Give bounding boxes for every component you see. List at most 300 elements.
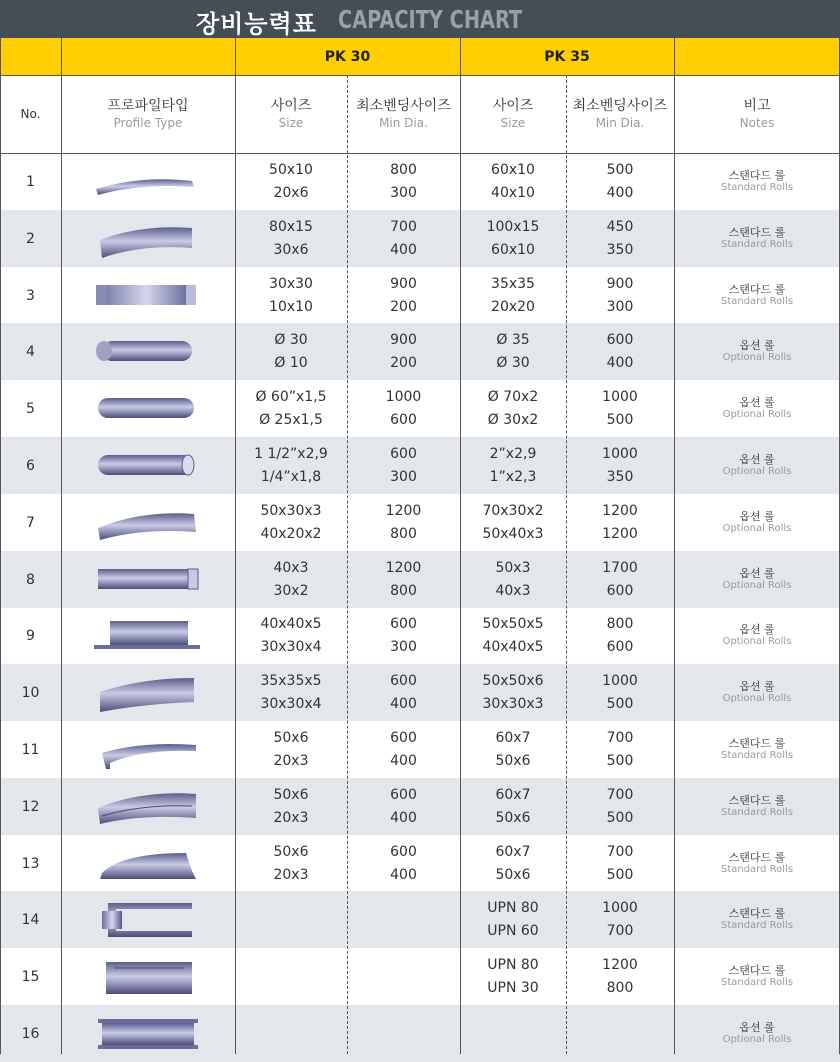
- note-english: Optional Rolls: [722, 465, 792, 477]
- row-number-text: 4: [26, 343, 35, 360]
- pk35-size-value: UPN 60: [487, 922, 539, 939]
- table-row: [0, 210, 840, 267]
- pk30-mindia-cell: [347, 835, 460, 892]
- pk30-size-value: 50x6: [273, 843, 309, 860]
- col-divider: [674, 38, 675, 1054]
- profile-cell: [61, 778, 235, 835]
- pk35-size-value: 1”x2,3: [489, 468, 537, 485]
- pk30-mindia-cell: [347, 948, 460, 1005]
- table-row: [0, 437, 840, 494]
- pk35-mindia-value: 350: [606, 468, 634, 485]
- row-number: [0, 664, 61, 721]
- pk35-size-cell: [460, 664, 566, 721]
- angle-in-profile-icon: [92, 672, 204, 714]
- col-divider: [61, 38, 62, 1054]
- pk35-mindia-value: 400: [606, 184, 634, 201]
- notes-cell: [674, 607, 840, 664]
- pk35-size-value: 40x40x5: [482, 638, 544, 655]
- pk35-size-value: 70x30x2: [482, 502, 544, 519]
- pk30-mindia-value: 800: [390, 525, 417, 542]
- pk35-size-value: 50x6: [495, 752, 531, 769]
- row-number: [0, 891, 61, 948]
- note-korean: 스탠다드 롤: [728, 282, 786, 296]
- pk30-mindia-cell: [347, 494, 460, 551]
- pk35-mindia-cell: [566, 153, 674, 210]
- row-number: [0, 1005, 61, 1062]
- pk35-size-cell: [460, 891, 566, 948]
- note-korean: 옵션 롤: [739, 395, 775, 409]
- pk35-size-value: 40x10: [491, 184, 535, 201]
- pk30-mindia-value: 400: [390, 241, 417, 258]
- pk30-size-cell: [235, 835, 347, 892]
- title-korean: 장비능력표: [196, 10, 317, 38]
- note-korean: 스탠다드 롤: [728, 793, 786, 807]
- pk30-mindia-cell: [347, 437, 460, 494]
- table-row: [0, 267, 840, 324]
- pk30-mindia-value: 400: [390, 809, 417, 826]
- pk35-size-value: 50x3: [495, 559, 531, 576]
- profile-cell: [61, 210, 235, 267]
- profile-cell: [61, 835, 235, 892]
- pk30-mindia-value: 900: [390, 331, 417, 348]
- pk35-size-cell: [460, 835, 566, 892]
- row-number: [0, 380, 61, 437]
- pk30-size-cell: [235, 267, 347, 324]
- col-divider: [0, 38, 1, 1054]
- table-row: [0, 551, 840, 608]
- t-bar-edge-profile-icon: [92, 843, 204, 885]
- notes-cell: [674, 153, 840, 210]
- pk30-size-cell: [235, 380, 347, 437]
- round-bar-profile-icon: [92, 331, 204, 373]
- pk30-size-value: 30x6: [273, 241, 309, 258]
- row-number-text: 3: [26, 287, 35, 304]
- table-row: [0, 323, 840, 380]
- pk30-size-cell: [235, 551, 347, 608]
- header-bottom-divider: [0, 153, 840, 154]
- pk30-size-value: 50x6: [273, 729, 309, 746]
- note-korean: 스탠다드 롤: [728, 168, 786, 182]
- pk35-mindia-value: 800: [606, 615, 634, 632]
- pk35-size-cell: [460, 778, 566, 835]
- table-row: [0, 664, 840, 721]
- col-divider-dashed: [566, 75, 567, 1054]
- profile-cell: [61, 323, 235, 380]
- pk35-size-cell: [460, 607, 566, 664]
- table-row: [0, 721, 840, 778]
- pk30-mindia-cell: [347, 721, 460, 778]
- note-english: Standard Rolls: [720, 749, 794, 761]
- pk35-size-cell: [460, 551, 566, 608]
- pk30-size-cell: [235, 1005, 347, 1062]
- row-number-text: 5: [26, 400, 35, 417]
- table-row: [0, 778, 840, 835]
- pk30-size-value: 30x30x4: [260, 638, 322, 655]
- header-no: [0, 75, 61, 153]
- pk30-mindia-value: 200: [390, 298, 417, 315]
- pk30-mindia-value: 1000: [385, 388, 422, 405]
- pk30-mindia-cell: [347, 607, 460, 664]
- pk35-size-value: 60x7: [495, 786, 531, 803]
- pk30-mindia-value: 600: [390, 729, 417, 746]
- pk30-mindia-cell: [347, 891, 460, 948]
- pk30-size-value: 80x15: [269, 218, 313, 235]
- pk30-mindia-value: 700: [390, 218, 417, 235]
- title-english: CAPACITY CHART: [338, 5, 523, 34]
- pk35-mindia-value: 1200: [602, 525, 638, 542]
- pk35-size-cell: [460, 380, 566, 437]
- pk30-mindia-cell: [347, 778, 460, 835]
- row-number-text: 1: [26, 173, 35, 190]
- col-divider: [235, 38, 236, 1054]
- pk30-size-cell: [235, 778, 347, 835]
- pk30-size-cell: [235, 153, 347, 210]
- profile-cell: [61, 551, 235, 608]
- pk30-mindia-value: 200: [390, 354, 417, 371]
- note-english: Optional Rolls: [722, 408, 792, 420]
- table-row: [0, 607, 840, 664]
- pk30-mindia-cell: [347, 380, 460, 437]
- pk35-mindia-cell: [566, 494, 674, 551]
- pk30-mindia-value: 600: [390, 843, 417, 860]
- pk30-size-value: Ø 60”x1,5: [255, 388, 327, 405]
- pk30-size-cell: [235, 210, 347, 267]
- pk30-mindia-value: 600: [390, 615, 417, 632]
- notes-cell: [674, 664, 840, 721]
- pk35-size-value: 2”x2,9: [489, 445, 537, 462]
- pk30-mindia-value: 900: [390, 275, 417, 292]
- pk30-mindia-value: 300: [390, 638, 417, 655]
- pk30-mindia-value: 1200: [385, 502, 422, 519]
- pk35-mindia-value: 900: [606, 275, 634, 292]
- pk35-mindia-cell: [566, 607, 674, 664]
- pk35-size-value: 100x15: [486, 218, 540, 235]
- pk30-size-value: 10x10: [269, 298, 313, 315]
- header-notes-en: Notes: [739, 116, 775, 130]
- pk30-size-value: 20x3: [273, 866, 309, 883]
- row-number-text: 9: [26, 627, 35, 644]
- row-number: [0, 835, 61, 892]
- col-divider: [460, 38, 461, 1054]
- pk30-mindia-cell: [347, 210, 460, 267]
- pk35-size-cell: [460, 948, 566, 1005]
- row-number-text: 15: [21, 968, 40, 985]
- header-size-ko: 사이즈: [492, 98, 534, 114]
- header-pk30-size: [235, 75, 347, 153]
- pk35-size-value: 50x50x5: [482, 615, 544, 632]
- header-size-ko: 사이즈: [270, 98, 312, 114]
- i-beam-profile-icon: [92, 1013, 204, 1055]
- pk35-size-value: 60x10: [491, 241, 535, 258]
- pk35-mindia-cell: [566, 380, 674, 437]
- note-english: Standard Rolls: [720, 976, 794, 988]
- pk30-size-value: 40x20x2: [260, 525, 322, 542]
- pk35-size-cell: [460, 210, 566, 267]
- pk35-size-value: Ø 70x2: [487, 388, 539, 405]
- pk35-size-value: Ø 30x2: [487, 411, 539, 428]
- pk35-mindia-cell: [566, 267, 674, 324]
- pk35-mindia-value: 600: [606, 582, 634, 599]
- note-korean: 옵션 롤: [739, 452, 775, 466]
- notes-cell: [674, 380, 840, 437]
- notes-cell: [674, 267, 840, 324]
- note-english: Optional Rolls: [722, 635, 792, 647]
- notes-cell: [674, 778, 840, 835]
- row-number: [0, 607, 61, 664]
- pk30-mindia-cell: [347, 1005, 460, 1062]
- row-number: [0, 437, 61, 494]
- pk30-size-value: 1/4”x1,8: [260, 468, 322, 485]
- pk30-size-cell: [235, 607, 347, 664]
- pk35-mindia-value: 500: [606, 866, 634, 883]
- note-korean: 옵션 롤: [739, 1020, 775, 1034]
- pk35-mindia-value: 600: [606, 331, 634, 348]
- pk30-mindia-value: 400: [390, 752, 417, 769]
- pk35-size-value: 60x7: [495, 843, 531, 860]
- pk35-mindia-cell: [566, 891, 674, 948]
- pk35-size-value: Ø 30: [496, 354, 530, 371]
- pk30-mindia-value: 600: [390, 786, 417, 803]
- header-pk35-mindia: [566, 75, 674, 153]
- pk30-mindia-value: 600: [390, 411, 417, 428]
- row-number-text: 2: [26, 230, 35, 247]
- pk30-size-value: 35x35x5: [260, 672, 322, 689]
- capacity-table: [0, 38, 840, 1054]
- pk30-size-value: Ø 25x1,5: [259, 411, 323, 428]
- pk35-size-value: 50x50x6: [482, 672, 544, 689]
- pk35-mindia-value: 1000: [602, 899, 638, 916]
- pk30-mindia-value: 800: [390, 161, 417, 178]
- row-number-text: 11: [21, 741, 40, 758]
- pk35-size-value: UPN 30: [487, 979, 539, 996]
- pk35-size-cell: [460, 437, 566, 494]
- row-number-text: 6: [26, 457, 35, 474]
- table-row: [0, 835, 840, 892]
- pk35-size-value: Ø 35: [496, 331, 530, 348]
- pk30-size-value: 20x3: [273, 809, 309, 826]
- pk35-size-value: 30x30x3: [482, 695, 544, 712]
- profile-cell: [61, 664, 235, 721]
- pk35-mindia-value: 1000: [602, 388, 638, 405]
- note-korean: 옵션 롤: [739, 509, 775, 523]
- title-bar: [0, 0, 840, 38]
- pk35-size-cell: [460, 1005, 566, 1062]
- pk35-size-cell: [460, 494, 566, 551]
- note-korean: 스탠다드 롤: [728, 736, 786, 750]
- pk30-mindia-cell: [347, 323, 460, 380]
- pk30-size-cell: [235, 948, 347, 1005]
- pk35-size-value: 35x35: [491, 275, 535, 292]
- col-divider-dashed: [347, 75, 348, 1054]
- header-pk30-mindia: [347, 75, 460, 153]
- header-mindia-en: Min Dia.: [595, 116, 645, 130]
- pk30-size-value: 20x3: [273, 752, 309, 769]
- header-divider: [0, 75, 840, 76]
- notes-cell: [674, 721, 840, 778]
- pk30-size-value: 20x6: [273, 184, 309, 201]
- table-row: [0, 494, 840, 551]
- pk35-mindia-cell: [566, 664, 674, 721]
- pk35-mindia-value: 700: [606, 922, 634, 939]
- note-korean: 스탠다드 롤: [728, 225, 786, 239]
- pk35-size-value: 50x6: [495, 809, 531, 826]
- row-number: [0, 210, 61, 267]
- pk30-size-cell: [235, 891, 347, 948]
- pk30-mindia-value: 600: [390, 672, 417, 689]
- pk35-mindia-value: 450: [606, 218, 634, 235]
- row-number-text: 16: [21, 1025, 40, 1042]
- pk35-size-value: UPN 80: [487, 956, 539, 973]
- pk35-mindia-value: 350: [606, 241, 634, 258]
- pk30-size-cell: [235, 323, 347, 380]
- group-header-pk30: [235, 38, 460, 75]
- table-row: [0, 1005, 840, 1062]
- pk35-size-cell: [460, 721, 566, 778]
- pk30-mindia-cell: [347, 664, 460, 721]
- notes-cell: [674, 437, 840, 494]
- pk30-size-cell: [235, 437, 347, 494]
- pk30-size-value: 50x10: [269, 161, 313, 178]
- note-english: Optional Rolls: [722, 351, 792, 363]
- table-row: [0, 380, 840, 437]
- pk35-mindia-value: 500: [606, 809, 634, 826]
- notes-cell: [674, 210, 840, 267]
- pk30-label: PK 30: [324, 48, 371, 65]
- pk30-size-value: 50x6: [273, 786, 309, 803]
- pk30-mindia-value: 400: [390, 866, 417, 883]
- header-no-label: No.: [20, 107, 41, 121]
- notes-cell: [674, 948, 840, 1005]
- row-number: [0, 948, 61, 1005]
- pk35-mindia-cell: [566, 1005, 674, 1062]
- angle-out-profile-icon: [92, 615, 204, 657]
- pk35-mindia-cell: [566, 551, 674, 608]
- pk35-size-value: 40x3: [495, 582, 531, 599]
- notes-cell: [674, 494, 840, 551]
- header-size-en: Size: [278, 116, 304, 130]
- row-number: [0, 551, 61, 608]
- pk30-mindia-value: 800: [390, 582, 417, 599]
- note-korean: 스탠다드 롤: [728, 963, 786, 977]
- pk35-size-value: 50x40x3: [482, 525, 544, 542]
- pk35-mindia-value: 800: [606, 979, 634, 996]
- pk35-mindia-value: 1700: [602, 559, 638, 576]
- notes-cell: [674, 1005, 840, 1062]
- note-korean: 옵션 롤: [739, 338, 775, 352]
- row-number-text: 7: [26, 514, 35, 531]
- square-bar-profile-icon: [92, 275, 204, 317]
- note-korean: 스탠다드 롤: [728, 850, 786, 864]
- pk30-mindia-value: 400: [390, 695, 417, 712]
- pk30-size-value: 40x40x5: [260, 615, 322, 632]
- pk30-mindia-cell: [347, 153, 460, 210]
- channel-in-profile-icon: [92, 956, 204, 998]
- pk35-size-value: 20x20: [491, 298, 535, 315]
- row-number: [0, 778, 61, 835]
- header-notes: [674, 75, 840, 153]
- pk35-size-cell: [460, 153, 566, 210]
- t-bar-in-profile-icon: [92, 786, 204, 828]
- note-english: Optional Rolls: [722, 1033, 792, 1045]
- pk30-size-value: Ø 10: [274, 354, 308, 371]
- profile-cell: [61, 948, 235, 1005]
- header-size-en: Size: [500, 116, 526, 130]
- note-korean: 옵션 롤: [739, 622, 775, 636]
- flat-bar-profile-icon: [92, 161, 204, 203]
- pk30-size-value: 30x30x4: [260, 695, 322, 712]
- pk35-mindia-cell: [566, 948, 674, 1005]
- pk35-label: PK 35: [544, 48, 590, 65]
- rect-tube-profile-icon: [92, 502, 204, 544]
- pk30-size-value: Ø 30: [274, 331, 308, 348]
- pk35-mindia-value: 1000: [602, 445, 638, 462]
- profile-cell: [61, 721, 235, 778]
- note-english: Standard Rolls: [720, 295, 794, 307]
- pk35-mindia-value: 500: [606, 752, 634, 769]
- notes-cell: [674, 835, 840, 892]
- header-pk35-size: [460, 75, 566, 153]
- pk35-mindia-value: 300: [606, 298, 634, 315]
- table-row: [0, 891, 840, 948]
- pk35-mindia-value: 1200: [602, 956, 638, 973]
- pk35-mindia-value: 700: [606, 729, 634, 746]
- pk30-mindia-cell: [347, 267, 460, 324]
- round-tube-profile-icon: [92, 388, 204, 430]
- pk35-mindia-value: 500: [606, 411, 634, 428]
- header-notes-ko: 비고: [743, 98, 771, 114]
- header-mindia-ko: 최소벤딩사이즈: [356, 98, 451, 114]
- pk35-size-value: 60x7: [495, 729, 531, 746]
- pk30-size-value: 30x30: [269, 275, 313, 292]
- row-number: [0, 267, 61, 324]
- row-number: [0, 153, 61, 210]
- header-profile: [61, 75, 235, 153]
- profile-cell: [61, 380, 235, 437]
- note-english: Standard Rolls: [720, 238, 794, 250]
- table-row: [0, 948, 840, 1005]
- pk35-size-value: 50x6: [495, 866, 531, 883]
- pk35-mindia-value: 500: [606, 695, 634, 712]
- pk35-mindia-value: 700: [606, 843, 634, 860]
- pipe-profile-icon: [92, 445, 204, 487]
- note-english: Standard Rolls: [720, 806, 794, 818]
- pk30-size-cell: [235, 664, 347, 721]
- group-header-pk35: [460, 38, 674, 75]
- note-english: Optional Rolls: [722, 579, 792, 591]
- profile-cell: [61, 1005, 235, 1062]
- square-tube-profile-icon: [92, 559, 204, 601]
- note-korean: 스탠다드 롤: [728, 906, 786, 920]
- pk30-mindia-value: 300: [390, 468, 417, 485]
- header-profile-en: Profile Type: [113, 116, 183, 130]
- pk35-size-cell: [460, 323, 566, 380]
- pk35-mindia-cell: [566, 835, 674, 892]
- row-number: [0, 494, 61, 551]
- notes-cell: [674, 891, 840, 948]
- profile-cell: [61, 153, 235, 210]
- pk35-mindia-cell: [566, 437, 674, 494]
- pk35-size-cell: [460, 267, 566, 324]
- pk30-mindia-value: 600: [390, 445, 417, 462]
- pk35-mindia-value: 1200: [602, 502, 638, 519]
- pk30-size-value: 1 1/2”x2,9: [254, 445, 328, 462]
- note-korean: 옵션 롤: [739, 566, 775, 580]
- note-english: Standard Rolls: [720, 181, 794, 193]
- profile-cell: [61, 267, 235, 324]
- row-number-text: 14: [21, 911, 40, 928]
- note-english: Standard Rolls: [720, 919, 794, 931]
- pk35-mindia-cell: [566, 323, 674, 380]
